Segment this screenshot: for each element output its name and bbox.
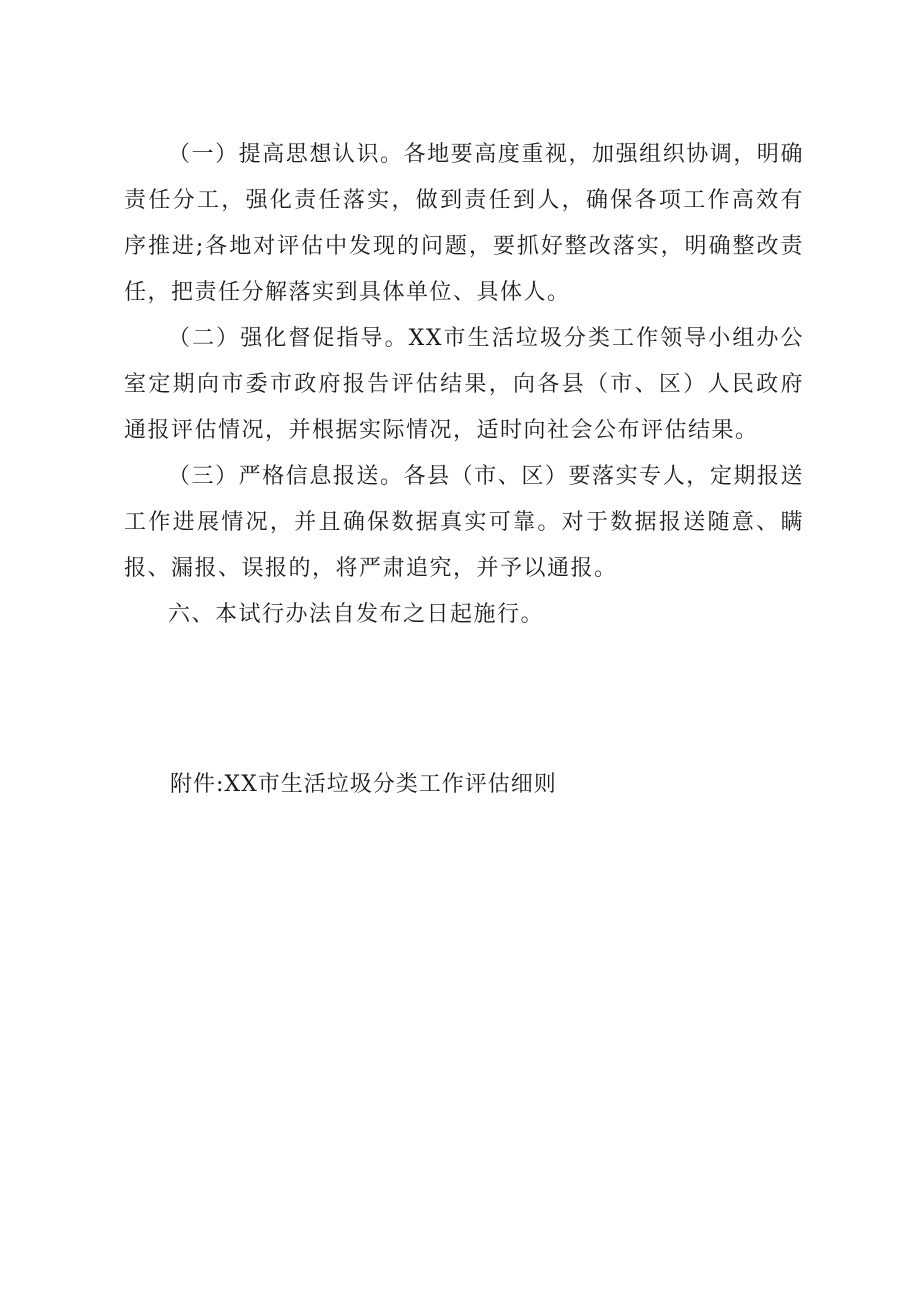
- paragraph-effective-date: 六、本试行办法自发布之日起施行。: [168, 602, 545, 627]
- paragraph-raise-awareness: （一）提高思想认识。各地要高度重视，加强组织协调，明确责任分工，强化责任落实，做到责任到人，确保各项工作高效有序推进;各地对评估中发现的问题，要抓好整改落实，明确整改责任，把责任分解落实到具体单位、具体人。: [124, 142, 804, 305]
- paragraph-supervision-guidance: （二）强化督促指导。XX市生活垃圾分类工作领导小组办公室定期向市委市政府报告评估结果，向各县（市、区）人民政府通报评估情况，并根据实际情况，适时向社会公布评估结果。: [124, 326, 804, 443]
- document-body: [124, 132, 804, 638]
- attachment-line: 附件:XX市生活垃圾分类工作评估细则: [170, 772, 557, 797]
- paragraph-information-reporting: （三）严格信息报送。各县（市、区）要落实专人，定期报送工作进展情况，并且确保数据真实可靠。对于数据报送随意、瞒报、漏报、误报的，将严肃追究，并予以通报。: [124, 464, 804, 581]
